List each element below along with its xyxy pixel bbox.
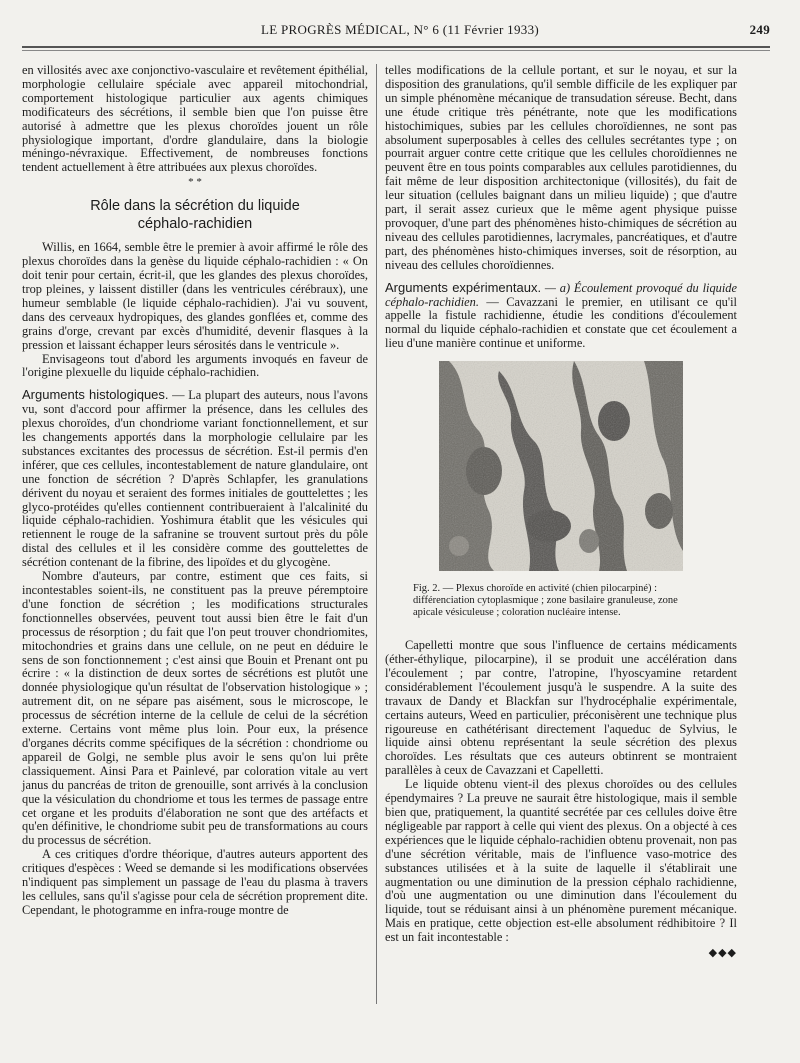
left-column (22, 64, 368, 918)
paragraph-liquide-obtenu: Le liquide obtenu vient-il des plexus choroïdes ou des cellules épendymaires ? La preuve ne saurait être histologique, mais il semble bien que, pratiquement, la quantité secrétée par ces cellules doive être négligeable par rapport à celle qui vient des plexus. On a objecté à ces expériences que le liquide céphalo-rachidien obtenu provenait, non pas d'une sécrétion véritable, mais de l'influence vaso-motrice des substances utilisées et à la suite de laquelle il s'établirait une augmentation ou une diminution de la pression céphalo rachidienne, d'où une augmentation ou une diminution dans l'écoulement du liquide, tout se réduisant ainsi à un phénomène purement mécanique. Mais en pratique, cette objection est-elle absolument rédhibitoire ? Il est un fait incontestable : (385, 777, 737, 945)
paragraph-critiques: A ces critiques d'ordre théorique, d'autres auteurs apportent des critiques d'espèces : Weed se demande si les modifications observées n'indiquent pas simplement un passage de l'eau du plasma à travers les cellules, sans qu'il s'agisse pour cela de sécrétion proprement dite. Cependant, le photogramme en infra-rouge montre de (22, 847, 368, 917)
experimental-subheading: — a) Écoulement provoqué du liquide céphalo-rachidien. (385, 280, 737, 309)
column-divider (376, 64, 377, 1004)
histological-text: — La plupart des auteurs, nous l'avons vu, sont d'accord pour affirmer la présence, dans les cellules des plexus choroïdes, d'un chondriome variant fonctionnellement, et sur les changements apportés dans la morphologie cellulaire par les substances excitantes des processus de sécrétion. Est-il permis d'en inférer, que ces cellules, incontestablement de nature glandulaire, ont une fonction de sécrétion ? D'après Schlapfer, les granulations dérivent du noyau et seraient des formes initiales de gouttelettes ; les glyco-protéides qu'elles contiennent contribueraient à l'alcalinité du liquide céphalo-rachidien. Yoshimura établit que les vésicules qui retiennent le rouge de la safranine se trouvent surtout près du pôle distal des cellules et il les considère comme des gouttelettes de sécrétion contenant de la fibrine, des lipoïdes et du glycogène. (22, 388, 368, 570)
paragraph-capelletti: Capelletti montre que sous l'influence de certains médicaments (éther-éthylique, pilocarpine), il se produit une accélération dans l'écoulement ; par contre, l'atropine, l'hyoscyamine retardent considérablement l'écoulement jusqu'à le suspendre. A la suite des travaux de Dandy et Blackfan sur l'hydrocéphalie expérimentale, certains auteurs, Weed en particulier, préconisèrent une technique plus rigoureuse en cathétérisant directement l'aqueduc de Sylvius, le liquide ainsi obtenu représentant la seule sécrétion des plexus choroïdes. Les résultats que ces auteurs obtinrent se montraient parallèles à ceux de Cavazzani et Capelletti. (385, 638, 737, 778)
section-heading (22, 197, 368, 233)
section-separator: * * (188, 176, 202, 189)
experimental-text: — Cavazzani le premier, en utilisant ce qu'il appelle la fistule rachidienne, étudie les conditions d'écoulement normal du liquide céphalo-rachidien et constate que cet écoulement a lieu d'une manière continue et uniforme. (385, 294, 737, 351)
intro-paragraph: en villosités avec axe conjonctivo-vasculaire et revêtement épithélial, morphologie cellulaire spéciale avec appareil mitochondrial, comportement histologique particulier aux agents chimiques modificateurs des sécrétions, il semble bien que l'on puisse être autorisé à admettre que les plexus choroïdes jouent un rôle physiologique important, d'ordre glandulaire, dans la biologie méningo-névraxique. Effectivement, de nombreuses fonctions tendent actuellement à être attribuées aux plexus choroïdes. (22, 63, 368, 175)
run-in-heading-experimental: Arguments expérimentaux. (385, 279, 542, 295)
figure-2 (385, 361, 737, 619)
header-rule-thin (22, 50, 770, 51)
figure-caption: Fig. 2. — Plexus choroïde en activité (chien pilocarpiné) : différenciation cytoplasmique ; zone basilaire granuleuse, zone apicale vésiculeuse ; coloration nucléaire intense. (413, 583, 678, 619)
right-column (385, 64, 737, 961)
run-in-heading-histological: Arguments histologiques. (22, 387, 169, 403)
paragraph-willis: Willis, en 1664, semble être le premier à avoir affirmé le rôle des plexus choroïdes dans la genèse du liquide céphalo-rachidien : « On doit tenir pour certain, écrit-il, que les glandes des plexus choroïdes, trop pleines, y laissent distiller (dans les ventricules cérébraux), une humeur semblable (le liquide céphalo-rachidien). J'ai vu souvent, dans des cerveaux hydropiques, des glandes gonflées et, comme des grains d'orge, crevant par excès d'humidité, devenir flasques à la pression et laissant échapper leurs sérosités dans le ventricule ». (22, 240, 368, 352)
micrograph-image (439, 361, 683, 571)
header-rule (22, 46, 770, 48)
end-ornament: ◆◆◆ (708, 947, 737, 960)
paragraph-modifications: telles modifications de la cellule portant, et sur le noyau, et sur la disposition des granulations, qu'il semble difficile de les expliquer par un simple phénomène mécanique de transudation séreuse. Becht, dans une étude critique très pénétrante, note que les modifications histochimiques, subies par les cellules choroïdiennes, ne sont pas absolument superposables à celles des cellules secrétantes type ; on pourrait arguer contre cette critique que les cellules choroïdiennes ne peuvent être en tous points comparables aux cellules parotidiennes, du fait même de leur disposition architectonique (villosités), du fait de leur situation (cellules baignant dans un milieu liquide) ; que d'autre part, il serait assez curieux que le même agent physique puisse provoquer, d'une part des phénomènes histo-chimiques de sécrétion au niveau des cellules parotidiennes, lacrymales, pancréatiques, et d'autre part, des phénomènes histo-chimiques inverses, soit de résorption, au niveau des cellules choroïdiennes. (385, 63, 737, 272)
paragraph-envisageons: Envisageons tout d'abord les arguments invoqués en faveur de l'origine plexuelle du liquide céphalo-rachidien. (22, 351, 368, 380)
heading-line-2: céphalo-rachidien (137, 216, 253, 233)
paragraph-histological (22, 388, 368, 570)
page-header (0, 22, 800, 44)
paragraph-experimental (385, 281, 737, 352)
paragraph-nombre-auteurs: Nombre d'auteurs, par contre, estiment que ces faits, si incontestables soient-ils, ne constituent pas la preuve péremptoire d'une fonction de sécrétion ; les modifications structurales fonctionnelles observées, peuvent tout aussi bien être le fait d'un processus de résorption ; du fait que l'on peut trouver chondriomites, mitochondries et grains dans une cellule, on ne peut en déduire le sens de son fonctionnement ; c'est ainsi que Bouin et Prenant ont pu écrire : « la distinction de deux sortes de sécrétions est plutôt une donnée physiologique qu'un résultat de l'observation histologique » ; autrement dit, on ne sépare pas aisément, sous le microscope, le processus de sécrétion interne de la cellule de celui de la sécrétion externe. Certains vont même plus loin. Pour eux, la présence d'organes décrits comme spécifiques de la sécrétion : chondriome ou appareil de Golgi, ne semble plus avoir le sens qu'on lui prête classiquement. Ainsi Para et Painlevé, par coloration vitale au vert janus du pancréas de triton de grenouille, sont arrivés à la conclusion que la vésiculation du chondriome et tous les termes de passage entre cet organe et les produits d'élaboration ne sont que des artéfacts et qu'en définitive, le chondriome subit peu de transformations au cours du processus de sécrétion. (22, 569, 368, 848)
journal-title: LE PROGRÈS MÉDICAL, N° 6 (11 Février 1933) (260, 22, 540, 37)
page-number: 249 (749, 22, 770, 37)
heading-line-1: Rôle dans la sécrétion du liquide (90, 198, 300, 215)
